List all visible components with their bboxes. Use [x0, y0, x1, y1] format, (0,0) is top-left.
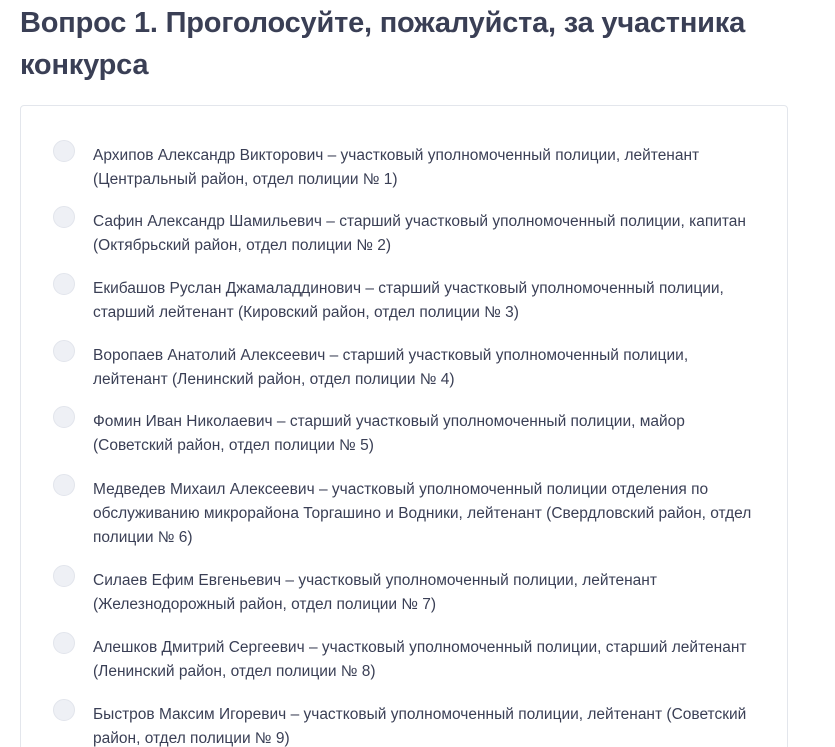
- radio-button[interactable]: [53, 699, 75, 721]
- option-label[interactable]: Екибашов Руслан Джамаладдинович – старший участковый уполномоченный полиции, старший лейтенант (Кировский район, отдел полиции № 3): [93, 280, 724, 321]
- options-card: [20, 105, 788, 747]
- option-label[interactable]: Архипов Александр Викторович – участковый уполномоченный полиции, лейтенант (Центральный район, отдел полиции № 1): [93, 147, 700, 188]
- option-label[interactable]: Сафин Александр Шамильевич – старший участковый уполномоченный полиции, капитан (Октябрьский район, отдел полиции № 2): [93, 213, 746, 254]
- option-label[interactable]: Алешков Дмитрий Сергеевич – участковый уполномоченный полиции, старший лейтенант (Ленинский район, отдел полиции № 8): [93, 639, 747, 680]
- option-label[interactable]: Медведев Михаил Алексеевич – участковый уполномоченный полиции отделения по обслуживанию микрорайона Торгашино и Водники, лейтенант (Свердловский район, отдел полиции № 6): [93, 481, 752, 546]
- radio-button[interactable]: [53, 565, 75, 587]
- radio-button[interactable]: [53, 140, 75, 162]
- radio-button[interactable]: [53, 340, 75, 362]
- question-title: Вопрос 1. Проголосуйте, пожалуйста, за участника конкурса: [20, 7, 746, 81]
- radio-button[interactable]: [53, 632, 75, 654]
- radio-button[interactable]: [53, 474, 75, 496]
- radio-button[interactable]: [53, 273, 75, 295]
- option-label[interactable]: Быстров Максим Игоревич – участковый уполномоченный полиции, лейтенант (Советский район, отдел полиции № 9): [93, 706, 747, 747]
- option-label[interactable]: Силаев Ефим Евгеньевич – участковый уполномоченный полиции, лейтенант (Железнодорожный район, отдел полиции № 7): [93, 572, 657, 613]
- option-label[interactable]: Фомин Иван Николаевич – старший участковый уполномоченный полиции, майор (Советский район, отдел полиции № 5): [93, 413, 685, 454]
- option-label[interactable]: Воропаев Анатолий Алексеевич – старший участковый уполномоченный полиции, лейтенант (Ленинский район, отдел полиции № 4): [93, 347, 689, 388]
- radio-button[interactable]: [53, 206, 75, 228]
- radio-button[interactable]: [53, 406, 75, 428]
